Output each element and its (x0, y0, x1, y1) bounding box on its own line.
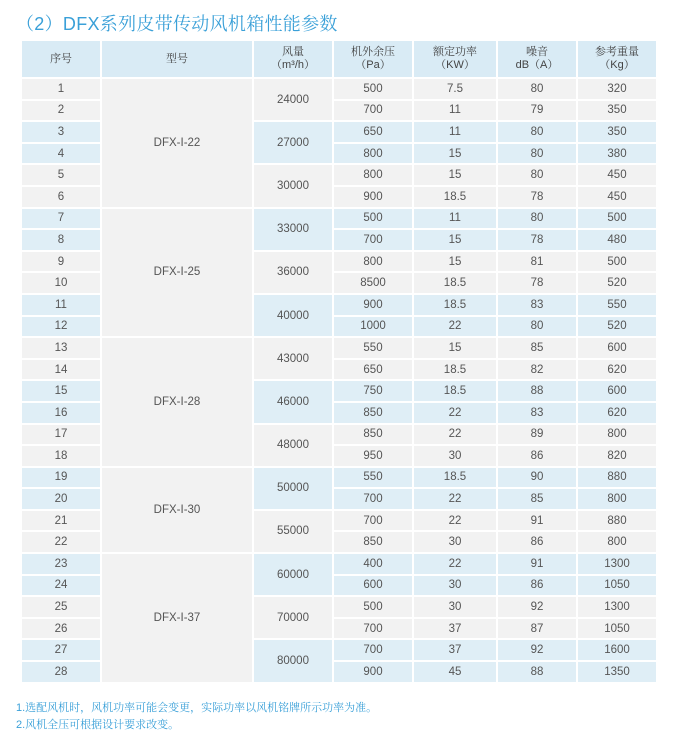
row-number: 5 (22, 165, 100, 185)
weight-value: 520 (578, 317, 656, 337)
noise-value: 80 (498, 209, 576, 229)
noise-value: 78 (498, 273, 576, 293)
row-number: 16 (22, 403, 100, 423)
power-value: 22 (414, 554, 496, 574)
pressure-value: 500 (334, 209, 412, 229)
row-number: 10 (22, 273, 100, 293)
weight-value: 480 (578, 230, 656, 250)
airflow-value: 50000 (254, 468, 332, 509)
power-value: 22 (414, 489, 496, 509)
noise-value: 78 (498, 230, 576, 250)
airflow-value: 40000 (254, 295, 332, 336)
row-number: 25 (22, 597, 100, 617)
footnote: 1.选配风机时，风机功率可能会变更，实际功率以风机铭牌所示功率为准。 (16, 702, 378, 714)
power-value: 30 (414, 446, 496, 466)
weight-value: 1300 (578, 597, 656, 617)
noise-value: 83 (498, 403, 576, 423)
pressure-value: 1000 (334, 317, 412, 337)
header-no: 序号 (22, 41, 100, 77)
weight-value: 500 (578, 252, 656, 272)
power-value: 15 (414, 252, 496, 272)
airflow-value: 24000 (254, 79, 332, 120)
weight-value: 350 (578, 101, 656, 121)
weight-value: 600 (578, 381, 656, 401)
model-name: DFX-I-28 (102, 338, 252, 466)
power-value: 15 (414, 338, 496, 358)
weight-value: 1350 (578, 662, 656, 682)
power-value: 7.5 (414, 79, 496, 99)
weight-value: 620 (578, 403, 656, 423)
weight-value: 880 (578, 511, 656, 531)
airflow-value: 48000 (254, 425, 332, 466)
pressure-value: 550 (334, 468, 412, 488)
row-number: 27 (22, 640, 100, 660)
header-airflow: 风量 （m³/h） (254, 41, 332, 77)
footnotes (16, 700, 377, 734)
pressure-value: 800 (334, 144, 412, 164)
airflow-value: 55000 (254, 511, 332, 552)
airflow-value: 33000 (254, 209, 332, 250)
airflow-value: 43000 (254, 338, 332, 379)
noise-value: 91 (498, 511, 576, 531)
row-number: 14 (22, 360, 100, 380)
airflow-value: 46000 (254, 381, 332, 422)
power-value: 22 (414, 403, 496, 423)
power-value: 18.5 (414, 273, 496, 293)
pressure-value: 900 (334, 187, 412, 207)
header-noise: 噪音 dB（A） (498, 41, 576, 77)
performance-table (20, 39, 658, 684)
noise-value: 80 (498, 79, 576, 99)
row-number: 19 (22, 468, 100, 488)
weight-value: 380 (578, 144, 656, 164)
row-number: 22 (22, 532, 100, 552)
power-value: 11 (414, 209, 496, 229)
model-name: DFX-I-37 (102, 554, 252, 682)
row-number: 24 (22, 576, 100, 596)
pressure-value: 700 (334, 619, 412, 639)
airflow-value: 60000 (254, 554, 332, 595)
weight-value: 500 (578, 209, 656, 229)
noise-value: 86 (498, 576, 576, 596)
power-value: 18.5 (414, 381, 496, 401)
row-number: 11 (22, 295, 100, 315)
footnote: 2.风机全压可根据设计要求改变。 (16, 719, 180, 731)
pressure-value: 750 (334, 381, 412, 401)
noise-value: 91 (498, 554, 576, 574)
weight-value: 520 (578, 273, 656, 293)
pressure-value: 650 (334, 360, 412, 380)
power-value: 18.5 (414, 295, 496, 315)
row-number: 7 (22, 209, 100, 229)
weight-value: 800 (578, 532, 656, 552)
power-value: 15 (414, 144, 496, 164)
weight-value: 1050 (578, 619, 656, 639)
power-value: 37 (414, 640, 496, 660)
noise-value: 80 (498, 317, 576, 337)
weight-value: 320 (578, 79, 656, 99)
row-number: 23 (22, 554, 100, 574)
power-value: 37 (414, 619, 496, 639)
noise-value: 86 (498, 446, 576, 466)
pressure-value: 700 (334, 489, 412, 509)
power-value: 22 (414, 511, 496, 531)
pressure-value: 500 (334, 597, 412, 617)
airflow-value: 80000 (254, 640, 332, 681)
power-value: 30 (414, 576, 496, 596)
table-row (22, 209, 656, 229)
row-number: 13 (22, 338, 100, 358)
pressure-value: 550 (334, 338, 412, 358)
weight-value: 1600 (578, 640, 656, 660)
noise-value: 79 (498, 101, 576, 121)
power-value: 18.5 (414, 468, 496, 488)
pressure-value: 900 (334, 662, 412, 682)
row-number: 3 (22, 122, 100, 142)
header-pressure: 机外余压 （Pa） (334, 41, 412, 77)
pressure-value: 800 (334, 165, 412, 185)
power-value: 18.5 (414, 360, 496, 380)
pressure-value: 400 (334, 554, 412, 574)
row-number: 9 (22, 252, 100, 272)
power-value: 11 (414, 122, 496, 142)
pressure-value: 700 (334, 101, 412, 121)
power-value: 18.5 (414, 187, 496, 207)
model-name: DFX-I-30 (102, 468, 252, 552)
weight-value: 350 (578, 122, 656, 142)
row-number: 21 (22, 511, 100, 531)
power-value: 15 (414, 165, 496, 185)
power-value: 30 (414, 597, 496, 617)
pressure-value: 700 (334, 511, 412, 531)
header-weight: 参考重量 （Kg） (578, 41, 656, 77)
weight-value: 450 (578, 187, 656, 207)
row-number: 26 (22, 619, 100, 639)
row-number: 6 (22, 187, 100, 207)
pressure-value: 850 (334, 425, 412, 445)
weight-value: 800 (578, 425, 656, 445)
airflow-value: 36000 (254, 252, 332, 293)
noise-value: 89 (498, 425, 576, 445)
pressure-value: 900 (334, 295, 412, 315)
header-power: 额定功率 （KW） (414, 41, 496, 77)
header-row (22, 41, 656, 77)
noise-value: 92 (498, 597, 576, 617)
pressure-value: 850 (334, 403, 412, 423)
noise-value: 80 (498, 165, 576, 185)
row-number: 1 (22, 79, 100, 99)
airflow-value: 30000 (254, 165, 332, 206)
row-number: 4 (22, 144, 100, 164)
pressure-value: 500 (334, 79, 412, 99)
noise-value: 78 (498, 187, 576, 207)
power-value: 11 (414, 101, 496, 121)
noise-value: 86 (498, 532, 576, 552)
weight-value: 550 (578, 295, 656, 315)
page-title: （2）DFX系列皮带传动风机箱性能参数 (16, 14, 338, 34)
row-number: 28 (22, 662, 100, 682)
header-model: 型号 (102, 41, 252, 77)
noise-value: 81 (498, 252, 576, 272)
row-number: 2 (22, 101, 100, 121)
table-row (22, 554, 656, 574)
noise-value: 88 (498, 381, 576, 401)
weight-value: 800 (578, 489, 656, 509)
noise-value: 85 (498, 338, 576, 358)
row-number: 20 (22, 489, 100, 509)
pressure-value: 600 (334, 576, 412, 596)
pressure-value: 700 (334, 230, 412, 250)
noise-value: 85 (498, 489, 576, 509)
row-number: 18 (22, 446, 100, 466)
power-value: 15 (414, 230, 496, 250)
model-name: DFX-I-22 (102, 79, 252, 207)
pressure-value: 950 (334, 446, 412, 466)
noise-value: 92 (498, 640, 576, 660)
pressure-value: 850 (334, 532, 412, 552)
noise-value: 82 (498, 360, 576, 380)
weight-value: 880 (578, 468, 656, 488)
row-number: 15 (22, 381, 100, 401)
weight-value: 450 (578, 165, 656, 185)
power-value: 22 (414, 317, 496, 337)
weight-value: 820 (578, 446, 656, 466)
noise-value: 83 (498, 295, 576, 315)
noise-value: 80 (498, 122, 576, 142)
power-value: 30 (414, 532, 496, 552)
power-value: 45 (414, 662, 496, 682)
weight-value: 1300 (578, 554, 656, 574)
row-number: 17 (22, 425, 100, 445)
pressure-value: 700 (334, 640, 412, 660)
noise-value: 90 (498, 468, 576, 488)
table-row (22, 468, 656, 488)
weight-value: 600 (578, 338, 656, 358)
table-row (22, 338, 656, 358)
pressure-value: 650 (334, 122, 412, 142)
model-name: DFX-I-25 (102, 209, 252, 337)
airflow-value: 27000 (254, 122, 332, 163)
pressure-value: 800 (334, 252, 412, 272)
airflow-value: 70000 (254, 597, 332, 638)
weight-value: 1050 (578, 576, 656, 596)
noise-value: 87 (498, 619, 576, 639)
noise-value: 88 (498, 662, 576, 682)
pressure-value: 8500 (334, 273, 412, 293)
noise-value: 80 (498, 144, 576, 164)
row-number: 8 (22, 230, 100, 250)
power-value: 22 (414, 425, 496, 445)
weight-value: 620 (578, 360, 656, 380)
row-number: 12 (22, 317, 100, 337)
table-row (22, 79, 656, 99)
table-body (22, 79, 656, 682)
